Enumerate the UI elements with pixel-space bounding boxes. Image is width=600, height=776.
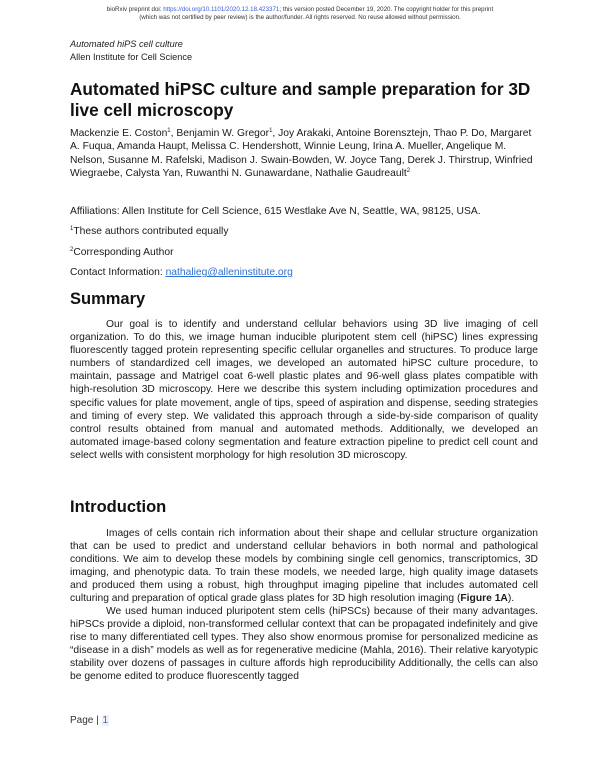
preprint-line-1: bioRxiv preprint doi: https://doi.org/10.1101/2020.12.18.423371; this version posted December 19, 2020. The copyright holder for this preprint — [106, 6, 494, 13]
introduction-heading: Introduction — [70, 498, 167, 516]
affiliations: Affiliations: Allen Institute for Cell Science, 615 Westlake Ave N, Seattle, WA, 98125, USA. — [70, 206, 481, 217]
running-institution: Allen Institute for Cell Science — [70, 52, 193, 62]
figure-reference: Figure 1A — [460, 593, 508, 605]
preprint-line-2: (which was not certified by peer review) is the author/funder. All rights reserved. No reuse allowed without permission. — [139, 14, 461, 21]
running-header — [70, 38, 192, 64]
footnote-equal-contribution: $^1$These authors contributed equally — [70, 226, 229, 237]
page-footer: Page | 1 — [70, 715, 109, 726]
author-list: Mackenzie E. Coston$^1$, Benjamin W. Gregor$^1$, Joy Arakaki, Antoine Borensztejn, Thao P. Do, Margaret A. Fuqua, Amanda Haupt, Melissa C. Hendershott, Winnie Leung, Irina A. Mueller, Angelique M. Nelson, Susanne M. Rafelski, Madison J. Swain-Bowden, W. Joyce Tang, Derek J. Thirstrup, Winfried Wiegraebe, Calysta Yan, Ruwanthi N. Gunawardane, Nathalie Gaudreault$^2$ — [70, 128, 533, 179]
introduction-paragraph-1: Images of cells contain rich information about their shape and cellular structure organization that can be used to predict and understand cellular behaviors in both normal and pathological conditions. We aim to develop these models by combining single cell genomics, transcriptomics, 3D imaging, and phenotypic data. To train these models, we needed large, high quality image datasets and produced them using a robust, high throughput imaging pipeline that includes automated cell culturing and preparation of optical grade glass plates for 3D high resolution imaging (Figure 1A). — [70, 528, 538, 605]
contact-information: Contact Information: nathalieg@alleninstitute.org — [70, 267, 293, 278]
summary-heading: Summary — [70, 290, 146, 308]
running-title: Automated hiPS cell culture — [70, 39, 183, 49]
contact-email-link[interactable]: nathalieg@alleninstitute.org — [165, 267, 293, 278]
footnote-corresponding-author: $^2$Corresponding Author — [70, 247, 174, 258]
preprint-notice — [0, 6, 600, 22]
paper-title: Automated hiPSC culture and sample preparation for 3D live cell microscopy — [70, 79, 531, 120]
doi-link[interactable]: https://doi.org/10.1101/2020.12.18.423371 — [163, 6, 280, 13]
page-number: 1 — [102, 715, 109, 726]
summary-paragraph: Our goal is to identify and understand cellular behaviors using 3D live imaging of cell organization. To do this, we image human inducible pluripotent stem cell (hiPSC) lines expressing fluorescently tagged protein representing specific cellular organelles and structures. To produce large numbers of standardized cell images, we developed an automated hiPSC culture procedure, to maintain, passage and Matrigel coat 6-well plastic plates and 96-well glass plates compatible with high-resolution 3D microscopy. Here we describe this system including optimization procedures and specific values for plate movement, angle of tips, speed of aspiration and dispense, seeding strategies and timing of every step. We validated this approach through a side-by-side comparison of quality control results obtained from manual and automated methods. Additionally, we developed an automated image-based colony segmentation and feature extraction pipeline to predict cell count and select wells with consistent morphology for high resolution 3D microscopy. — [70, 319, 538, 461]
introduction-paragraph-2: We used human induced pluripotent stem cells (hiPSCs) because of their many advantages. hiPSCs provide a diploid, non-transformed cellular context that can be propagated indefinitely and give rise to many differentiated cell types. They also show enormous promise for personalized medicine as “disease in a dish” models as well as for regenerative medicine (Mahla, 2016). Their relative karyotypic stability over dozens of passages in culture affords high reproducibility Additionally, the cells can also be genome edited to produce fluorescently tagged — [70, 606, 538, 683]
